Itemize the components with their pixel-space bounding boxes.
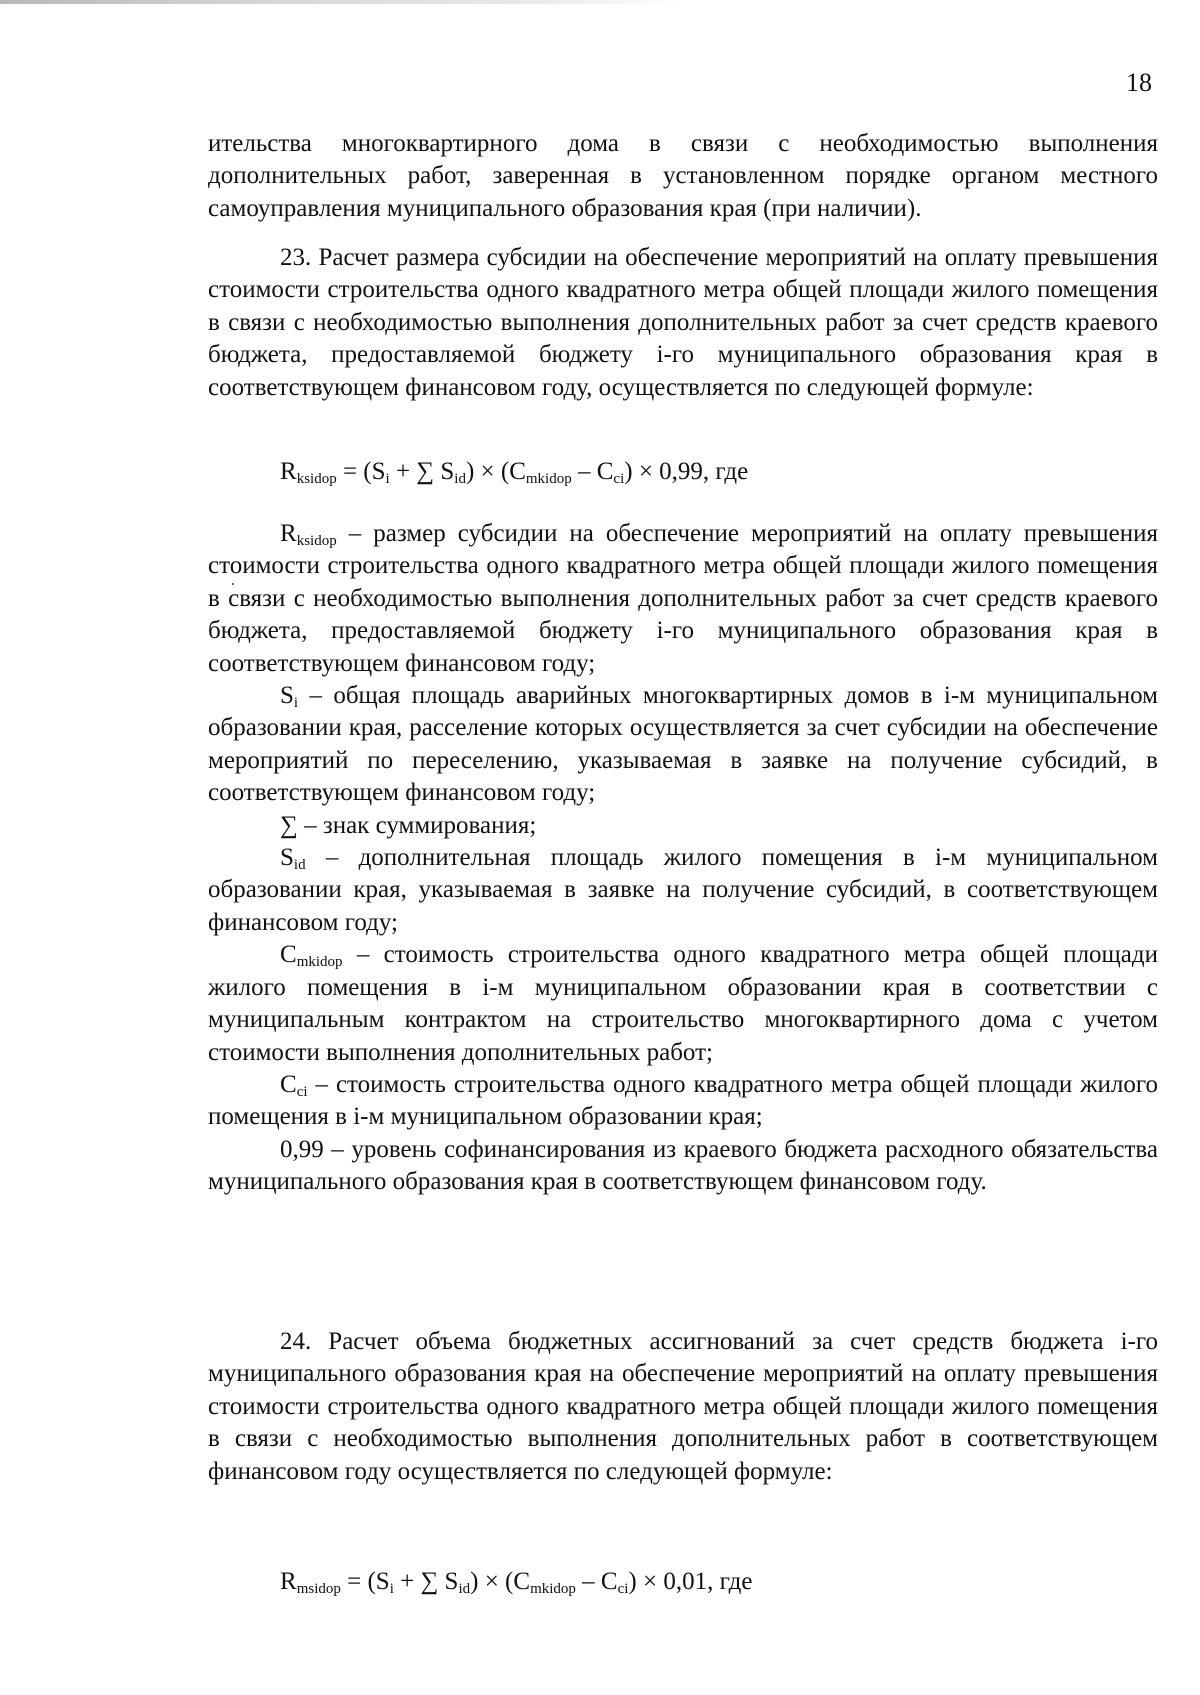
definition-s-i <box>208 680 1158 810</box>
section-23-paragraph <box>208 242 1158 404</box>
definition-sum-sign <box>208 810 1158 842</box>
definition-sub: ksidop <box>296 533 337 549</box>
definition-symbol: C <box>280 941 297 969</box>
definition-text: – знак суммирования; <box>297 811 537 839</box>
definition-sub: i <box>293 695 299 712</box>
definition-text: – стоимость строительства одного квадратного метра общей площади жилого помещения в i-м муниципальном образовании края в соответствии с муниципальным контрактом на строительство многоквартирного дома с учетом стоимости выполнения дополнительных работ; <box>208 941 1158 1066</box>
formula-tail: ) × 0,01, где <box>628 1568 753 1595</box>
formula-times-open: ) × (C <box>465 458 526 485</box>
definition-sub: mkidop <box>296 954 343 971</box>
definition-text: – общая площадь аварийных многоквартирных домов в i-м муниципальном образовании края, расселение которых осуществляется за счет субсидии на обеспечение мероприятий по переселению, указываемая в заявке на получение субсидий, в соответствующем финансовом году; <box>208 682 1158 807</box>
formula-plus-sum: + ∑ S <box>389 458 455 485</box>
formula-plus-sum: + ∑ S <box>393 1568 459 1595</box>
definition-symbol: R <box>280 520 297 547</box>
definition-c-mkidop <box>208 939 1158 1069</box>
definition-symbol: 0,99 <box>280 1135 324 1163</box>
formula-sid-sub: id <box>454 471 466 487</box>
section-24-paragraph <box>208 1326 1158 1488</box>
page-number: 18 <box>1126 68 1152 97</box>
formula-r-msidop <box>280 1566 752 1598</box>
formula-r-ksidop <box>280 456 748 488</box>
formula-lhs-symbol: R <box>280 1568 297 1595</box>
formula-minus: – C <box>571 458 614 485</box>
definition-sub: ci <box>296 1083 308 1100</box>
section-24-text: 24. Расчет объема бюджетных ассигнований за счет средств бюджета i-го муниципального образования края на обеспечение мероприятий на оплату превышения стоимости строительства одного квадратного метра общей площади жилого помещения в связи с необходимостью выполнения дополнительных работ в соответствующем финансовом году осуществляется по следующей формуле: <box>208 1328 1158 1485</box>
formula-lhs-sub: ksidop <box>296 471 337 487</box>
continuation-paragraph <box>208 128 1158 225</box>
definition-c-ci <box>208 1069 1158 1134</box>
definition-sub: id <box>293 857 306 874</box>
definitions-block <box>208 518 1158 1199</box>
formula-c-sub: mkidop <box>525 471 572 487</box>
formula-sid-sub: id <box>458 1581 471 1597</box>
scan-artifact-line <box>0 0 680 4</box>
definition-r-ksidop <box>208 518 1158 680</box>
section-23-text: 23. Расчет размера субсидии на обеспечение мероприятий на оплату превышения стоимости строительства одного квадратного метра общей площади жилого помещения в связи с необходимостью выполнения дополнительных работ за счет средств краевого бюджета, предоставляемой бюджету i-го муниципального образования края в соответствующем финансовом году, осуществляется по следующей формуле: <box>208 244 1158 401</box>
definition-s-id <box>208 842 1158 939</box>
definition-text: – стоимость строительства одного квадратного метра общей площади жилого помещения в i-м муниципальном образовании края; <box>208 1070 1158 1131</box>
definition-text: – размер субсидии на обеспечение мероприятий на оплату превышения стоимости строительства одного квадратного метра общей площади жилого помещения в связи с необходимостью выполнения дополнительных работ за счет средств краевого бюджета, предоставляемой бюджету i-го муниципального образования края в соответствующем финансовом году; <box>208 520 1158 677</box>
definition-text: – уровень софинансирования из краевого бюджета расходного обязательства муниципального образования края в соответствующем финансовом году. <box>208 1135 1158 1196</box>
definition-symbol: C <box>280 1070 297 1098</box>
formula-times-open: ) × (C <box>470 1568 531 1595</box>
formula-lhs-symbol: R <box>280 458 297 485</box>
definition-cofinancing-rate <box>208 1134 1158 1199</box>
definition-text: – дополнительная площадь жилого помещения в i-м муниципальном образовании края, указываемая в заявке на получение субсидий, в соответствующем финансовом году; <box>208 844 1158 936</box>
formula-tail: ) × 0,99, где <box>624 458 749 485</box>
formula-cci-sub: ci <box>613 471 625 487</box>
formula-c-sub: mkidop <box>530 1581 576 1597</box>
formula-s-sub: i <box>389 1581 394 1597</box>
formula-eq-open: = (S <box>340 1568 390 1595</box>
formula-lhs-sub: msidop <box>296 1581 341 1597</box>
definition-symbol: ∑ <box>280 811 298 839</box>
definition-symbol: S <box>280 682 294 710</box>
continuation-text: ительства многоквартирного дома в связи с необходимостью выполнения дополнительных работ, заверенная в установленном порядке органом местного самоуправления муниципального образования края (при наличии). <box>208 130 1158 222</box>
formula-s-sub: i <box>385 471 390 487</box>
formula-minus: – C <box>575 1568 618 1595</box>
formula-eq-open: = (S <box>336 458 386 485</box>
definition-symbol: S <box>280 844 294 872</box>
formula-cci-sub: ci <box>617 1581 629 1597</box>
